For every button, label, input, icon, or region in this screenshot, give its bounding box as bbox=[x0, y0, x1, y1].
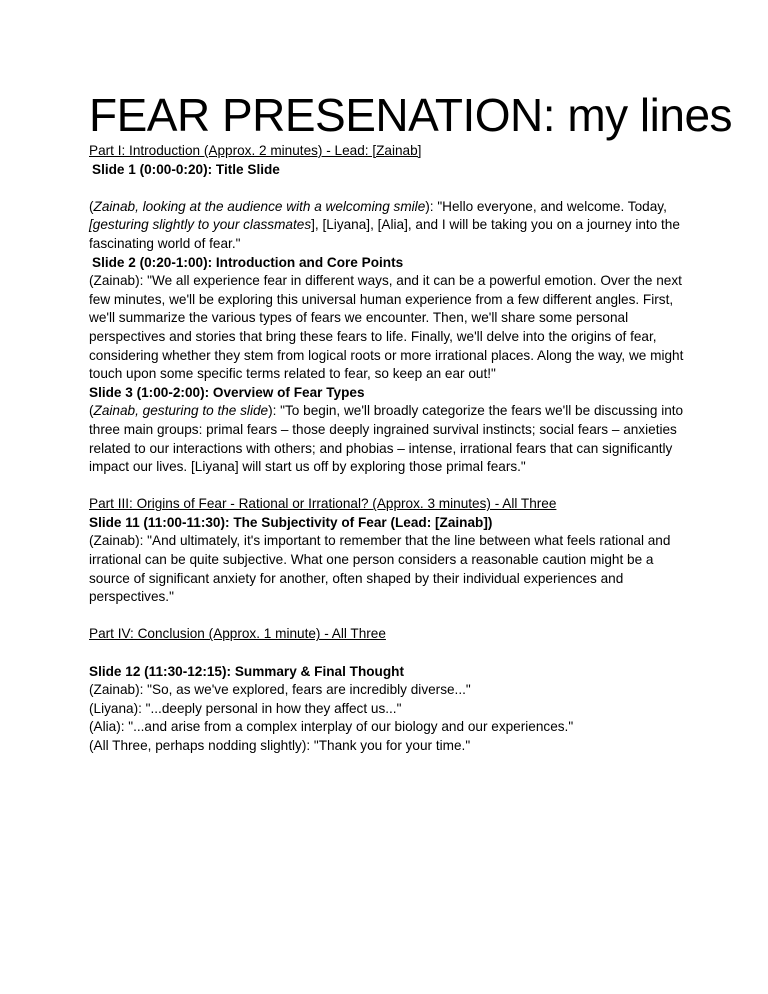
slide12-line: (Alia): "...and arise from a complex interplay of our biology and our experiences." bbox=[89, 719, 574, 735]
slide1-gesture: [gesturing slightly to your classmates bbox=[89, 217, 312, 233]
slide12-line: (Liyana): "...deeply personal in how they affect us..." bbox=[89, 700, 402, 716]
spacer bbox=[89, 477, 689, 496]
slide1-stage-direction: Zainab, looking at the audience with a welcoming smile bbox=[93, 198, 426, 214]
slide1-line-b: ], [Liyana], [Alia], and I will be taking you on a journey into the fascinating world of fear." bbox=[89, 217, 680, 251]
open-paren: ( bbox=[89, 403, 94, 419]
spacer bbox=[89, 179, 689, 198]
part3-heading: Part III: Origins of Fear - Rational or Irrational? (Approx. 3 minutes) - All Three bbox=[89, 496, 557, 512]
slide11-heading: Slide 11 (11:00-11:30): The Subjectivity of Fear (Lead: [Zainab]) bbox=[89, 514, 493, 530]
slide2-text: (Zainab): "We all experience fear in different ways, and it can be a powerful emotion. Over the next few minutes, we'll be exploring this universal human experience from a few different angles. First, we'll summarize the various types of fears we encounter. Then, we'll share some personal perspectives and stories that bring these fears to life. Finally, we'll delve into the origins of fear, considering whether they stem from logical roots or more irrational places. Along the way, we might touch upon some specific terms related to fear, so keep an ear out!" bbox=[89, 273, 684, 382]
slide3-stage-direction: Zainab, gesturing to the slide bbox=[93, 403, 269, 419]
slide12-line: (Zainab): "So, as we've explored, fears are incredibly diverse..." bbox=[89, 682, 471, 698]
slide1-heading: Slide 1 (0:00-0:20): Title Slide bbox=[92, 161, 280, 177]
slide3-text bbox=[89, 402, 689, 476]
document-title: FEAR PRESENATION: my lines bbox=[89, 89, 733, 141]
slide2-heading: Slide 2 (0:20-1:00): Introduction and Core Points bbox=[92, 254, 404, 270]
spacer bbox=[89, 644, 689, 663]
slide3-heading: Slide 3 (1:00-2:00): Overview of Fear Types bbox=[89, 384, 365, 400]
document-body bbox=[89, 142, 689, 756]
slide1-text bbox=[89, 198, 689, 254]
spacer bbox=[89, 607, 689, 626]
slide1-line-a: ): "Hello everyone, and welcome. Today, bbox=[425, 198, 667, 214]
slide3-line: ): "To begin, we'll broadly categorize the fears we'll be discussing into three main groups: primal fears – those deeply ingrained survival instincts; social fears – anxieties related to our interactions with others; and phobias – intense, irrational fears that can significantly impact our lives. [Liyana] will start us off by exploring those primal fears." bbox=[89, 403, 684, 475]
part1-heading: Part I: Introduction (Approx. 2 minutes) - Lead: [Zainab] bbox=[89, 143, 422, 158]
slide12-heading: Slide 12 (11:30-12:15): Summary & Final Thought bbox=[89, 663, 404, 679]
slide12-line: (All Three, perhaps nodding slightly): "Thank you for your time." bbox=[89, 738, 471, 753]
open-paren: ( bbox=[89, 198, 94, 214]
part4-heading: Part IV: Conclusion (Approx. 1 minute) - All Three bbox=[89, 626, 386, 642]
slide11-text: (Zainab): "And ultimately, it's important to remember that the line between what feels rational and irrational can be quite subjective. What one person considers a reasonable caution might be a source of significant anxiety for another, often shaped by their individual experiences and perspectives." bbox=[89, 533, 671, 605]
